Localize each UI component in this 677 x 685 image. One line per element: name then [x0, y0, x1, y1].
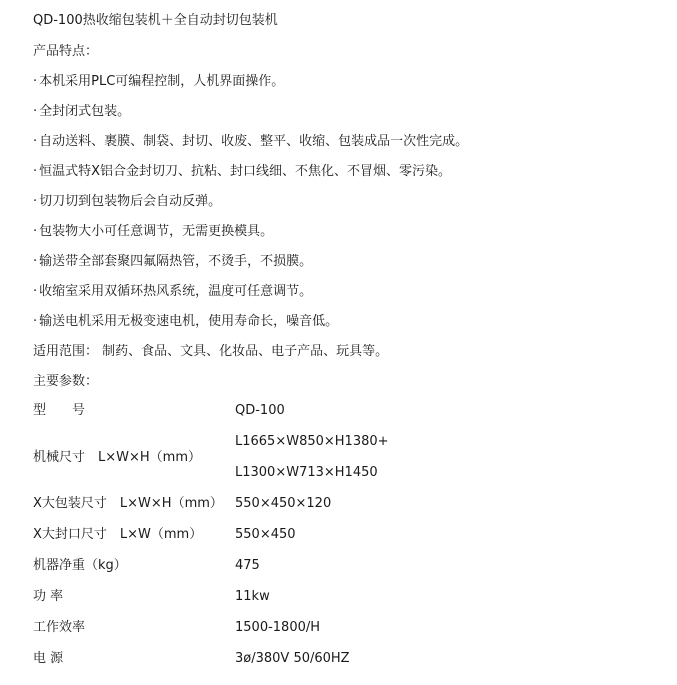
spec-key: X大包装尺寸 L×W×H（mm） — [33, 496, 223, 511]
spec-key: 工作效率 — [33, 620, 86, 635]
feature-text: 本机采用PLC可编程控制，人机界面操作。 — [39, 74, 285, 89]
feature-item — [33, 193, 221, 211]
features-heading: 产品特点： — [33, 44, 99, 59]
spec-value: 3ø/380V 50/60HZ — [235, 651, 350, 666]
bullet: · — [33, 254, 38, 269]
bullet: · — [33, 224, 38, 239]
feature-text: 全封闭式包装。 — [39, 104, 131, 119]
spec-value: L1665×W850×H1380+ — [235, 434, 389, 449]
spec-value: 11kw — [235, 589, 270, 604]
bullet: · — [33, 104, 38, 119]
bullet: · — [33, 194, 38, 209]
spec-key: 机器净重（kg） — [33, 558, 127, 573]
bullet: · — [33, 134, 38, 149]
spec-key: 功 率 — [33, 589, 64, 604]
feature-text: 恒温式特X铝合金封切刀、抗粘、封口线细、不焦化、不冒烟、零污染。 — [39, 164, 452, 179]
spec-key: 机械尺寸 L×W×H（mm） — [33, 450, 201, 465]
spec-value: QD-100 — [235, 403, 285, 418]
bullet: · — [33, 284, 38, 299]
feature-text: 自动送料、裹膜、制袋、封切、收废、整平、收缩、包装成品一次性完成。 — [39, 134, 469, 149]
feature-item — [33, 283, 312, 301]
spec-key: X大封口尺寸 L×W（mm） — [33, 527, 203, 542]
spec-value: 550×450×120 — [235, 496, 332, 511]
spec-value: 550×450 — [235, 527, 296, 542]
specs-heading: 主要参数： — [33, 374, 99, 389]
feature-item — [33, 253, 312, 271]
bullet: · — [33, 74, 38, 89]
feature-item — [33, 163, 451, 181]
feature-text: 收缩室采用双循环热风系统，温度可任意调节。 — [39, 284, 313, 299]
spec-value: 475 — [235, 558, 260, 573]
feature-text: 输送带全部套聚四氟隔热管，不烫手，不损膜。 — [39, 254, 313, 269]
feature-item — [33, 73, 284, 91]
spec-value: L1300×W713×H1450 — [235, 465, 378, 480]
feature-item — [33, 103, 130, 121]
spec-key: 电 源 — [33, 651, 64, 666]
application-scope: 适用范围： 制药、食品、文具、化妆品、电子产品、玩具等。 — [33, 344, 389, 359]
feature-item — [33, 313, 338, 331]
spec-key: 型 号 — [33, 403, 86, 418]
feature-text: 切刀切到包装物后会自动反弹。 — [39, 194, 222, 209]
feature-item — [33, 133, 468, 151]
feature-text: 包装物大小可任意调节，无需更换模具。 — [39, 224, 274, 239]
bullet: · — [33, 164, 38, 179]
bullet: · — [33, 314, 38, 329]
spec-value: 1500-1800/H — [235, 620, 321, 635]
feature-item — [33, 223, 273, 241]
document-title: QD-100热收缩包装机＋全自动封切包装机 — [33, 13, 278, 28]
feature-text: 输送电机采用无极变速电机，使用寿命长，噪音低。 — [39, 314, 339, 329]
